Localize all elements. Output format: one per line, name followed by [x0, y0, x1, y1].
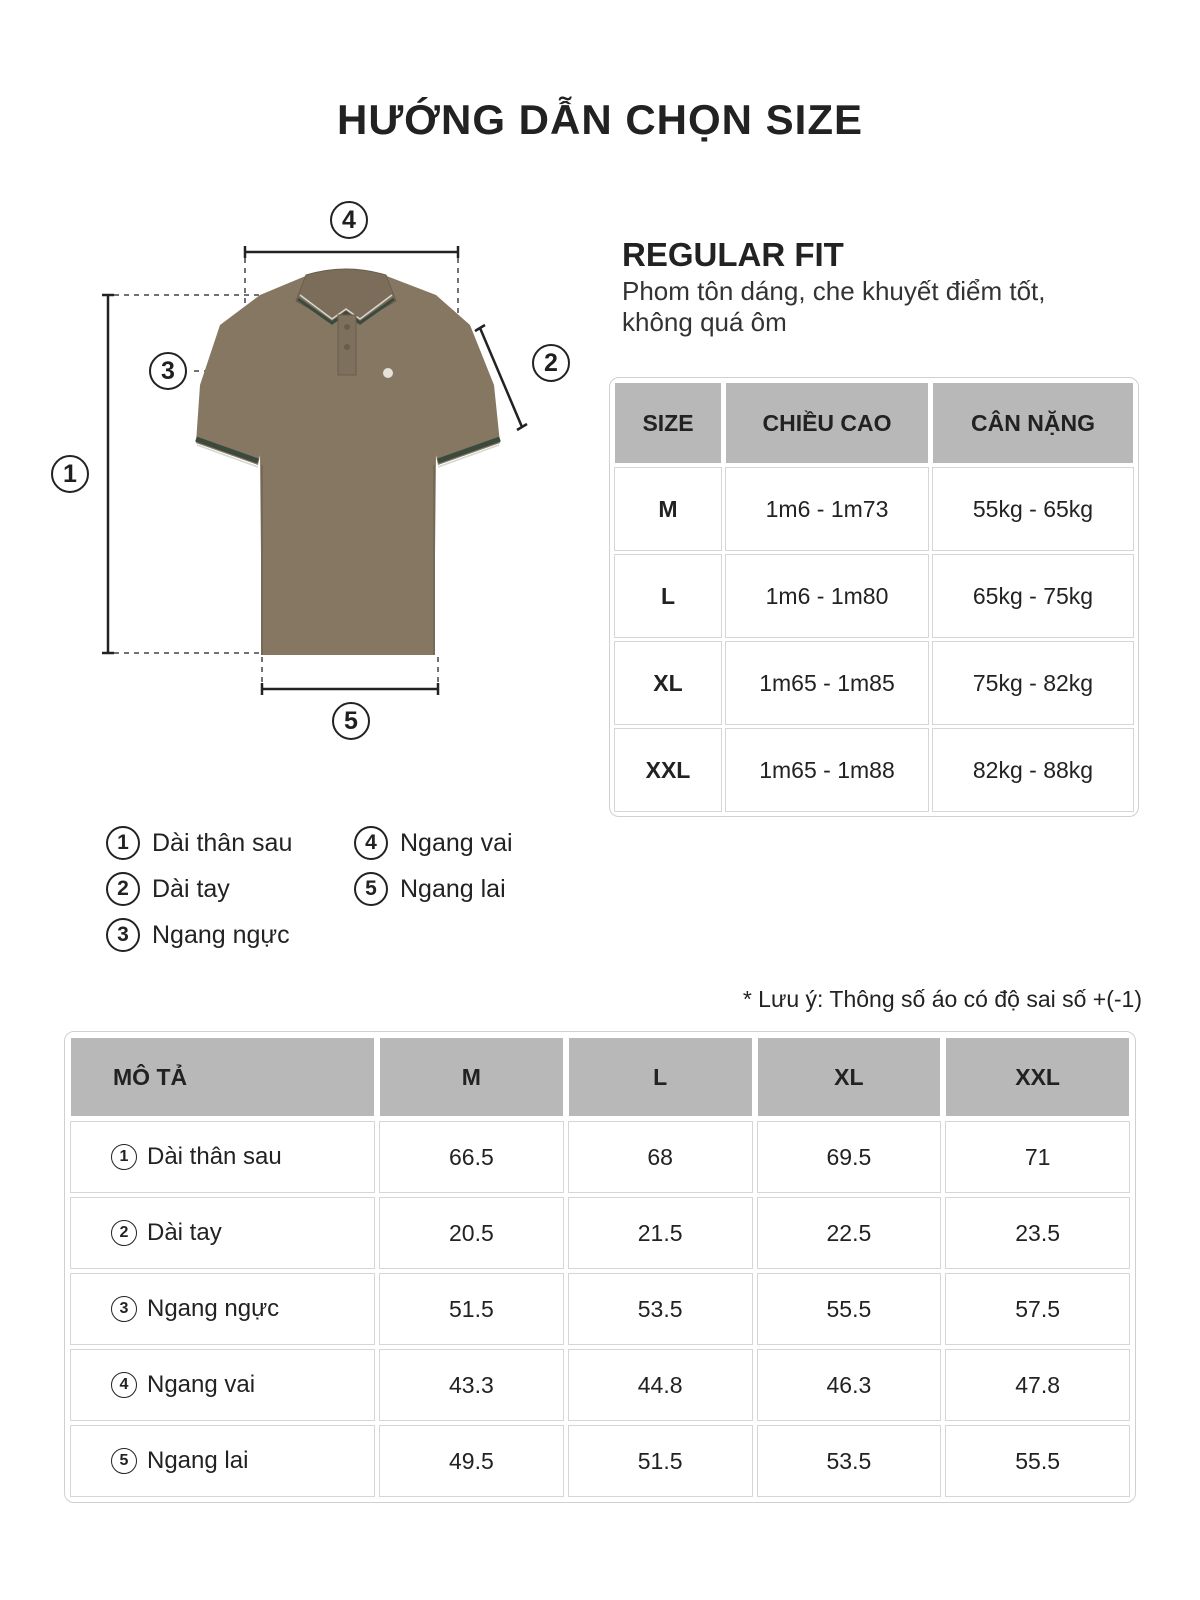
height-cell: 1m65 - 1m85 — [726, 642, 928, 724]
fit-description-line-2: không quá ôm — [622, 307, 787, 337]
header-size: SIZE — [615, 383, 721, 463]
value-cell: 22.5 — [758, 1198, 941, 1268]
table-row — [71, 1274, 1129, 1344]
measurement-table — [64, 1031, 1136, 1503]
value-cell: 71 — [946, 1122, 1129, 1192]
weight-cell: 55kg - 65kg — [933, 468, 1133, 550]
value-cell: 53.5 — [758, 1426, 941, 1496]
table-row — [71, 1426, 1129, 1496]
header-height: CHIỀU CAO — [726, 383, 928, 463]
marker-2: 2 — [532, 344, 570, 382]
description-cell — [71, 1426, 374, 1496]
fit-description — [622, 276, 1162, 338]
legend-label: Ngang lai — [400, 874, 506, 903]
value-cell: 55.5 — [946, 1426, 1129, 1496]
legend-label: Ngang ngực — [152, 920, 290, 949]
legend-number: 2 — [106, 872, 140, 906]
value-cell: 51.5 — [569, 1426, 752, 1496]
size-cell: XL — [615, 642, 721, 724]
legend-item — [106, 918, 290, 952]
measurement-legend — [106, 826, 586, 976]
row-number: 3 — [111, 1296, 137, 1322]
legend-label: Ngang vai — [400, 828, 513, 857]
value-cell: 57.5 — [946, 1274, 1129, 1344]
value-cell: 47.8 — [946, 1350, 1129, 1420]
value-cell: 68 — [569, 1122, 752, 1192]
legend-item — [354, 826, 513, 860]
legend-item — [106, 872, 230, 906]
table-row — [615, 468, 1133, 550]
legend-label: Dài tay — [152, 874, 230, 903]
marker-5: 5 — [332, 702, 370, 740]
row-number: 1 — [111, 1144, 137, 1170]
height-cell: 1m6 - 1m80 — [726, 555, 928, 637]
weight-cell: 82kg - 88kg — [933, 729, 1133, 811]
row-label: Ngang ngực — [147, 1295, 280, 1322]
measurement-table-header — [71, 1038, 1129, 1116]
value-cell: 55.5 — [758, 1274, 941, 1344]
weight-cell: 75kg - 82kg — [933, 642, 1133, 724]
row-number: 4 — [111, 1372, 137, 1398]
fit-description-line-1: Phom tôn dáng, che khuyết điểm tốt, — [622, 276, 1046, 306]
description-cell — [71, 1122, 374, 1192]
tolerance-note: * Lưu ý: Thông số áo có độ sai số +(-1) — [742, 986, 1142, 1012]
marker-4: 4 — [330, 201, 368, 239]
value-cell: 46.3 — [758, 1350, 941, 1420]
value-cell: 51.5 — [380, 1274, 563, 1344]
value-cell: 53.5 — [569, 1274, 752, 1344]
legend-item — [354, 872, 506, 906]
description-cell — [71, 1274, 374, 1344]
row-number: 5 — [111, 1448, 137, 1474]
height-cell: 1m65 - 1m88 — [726, 729, 928, 811]
value-cell: 20.5 — [380, 1198, 563, 1268]
value-cell: 43.3 — [380, 1350, 563, 1420]
size-cell: M — [615, 468, 721, 550]
height-cell: 1m6 - 1m73 — [726, 468, 928, 550]
size-table-header — [615, 383, 1133, 463]
header-weight: CÂN NẶNG — [933, 383, 1133, 463]
value-cell: 23.5 — [946, 1198, 1129, 1268]
legend-number: 3 — [106, 918, 140, 952]
legend-item — [106, 826, 292, 860]
row-label: Dài tay — [147, 1219, 222, 1246]
description-cell — [71, 1198, 374, 1268]
row-number: 2 — [111, 1220, 137, 1246]
legend-number: 5 — [354, 872, 388, 906]
row-label: Ngang lai — [147, 1447, 249, 1474]
row-label: Dài thân sau — [147, 1143, 282, 1170]
marker-1: 1 — [51, 455, 89, 493]
header-size-xl: XL — [758, 1038, 941, 1116]
table-row — [71, 1198, 1129, 1268]
value-cell: 66.5 — [380, 1122, 563, 1192]
legend-number: 4 — [354, 826, 388, 860]
value-cell: 44.8 — [569, 1350, 752, 1420]
header-description: MÔ TẢ — [71, 1038, 374, 1116]
table-row — [615, 555, 1133, 637]
value-cell: 69.5 — [758, 1122, 941, 1192]
table-row — [71, 1350, 1129, 1420]
size-cell: L — [615, 555, 721, 637]
table-row — [71, 1122, 1129, 1192]
table-row — [615, 642, 1133, 724]
value-cell: 21.5 — [569, 1198, 752, 1268]
header-size-xxl: XXL — [946, 1038, 1129, 1116]
weight-cell: 65kg - 75kg — [933, 555, 1133, 637]
shirt-illustration — [40, 195, 580, 770]
fit-title: REGULAR FIT — [622, 236, 844, 273]
legend-number: 1 — [106, 826, 140, 860]
description-cell — [71, 1350, 374, 1420]
header-size-l: L — [569, 1038, 752, 1116]
value-cell: 49.5 — [380, 1426, 563, 1496]
shirt-diagram — [40, 195, 580, 770]
size-cell: XXL — [615, 729, 721, 811]
header-size-m: M — [380, 1038, 563, 1116]
table-row — [615, 729, 1133, 811]
row-label: Ngang vai — [147, 1371, 256, 1398]
size-table — [609, 377, 1139, 817]
page-title: HƯỚNG DẪN CHỌN SIZE — [336, 96, 863, 143]
legend-label: Dài thân sau — [152, 828, 293, 857]
marker-3: 3 — [149, 352, 187, 390]
